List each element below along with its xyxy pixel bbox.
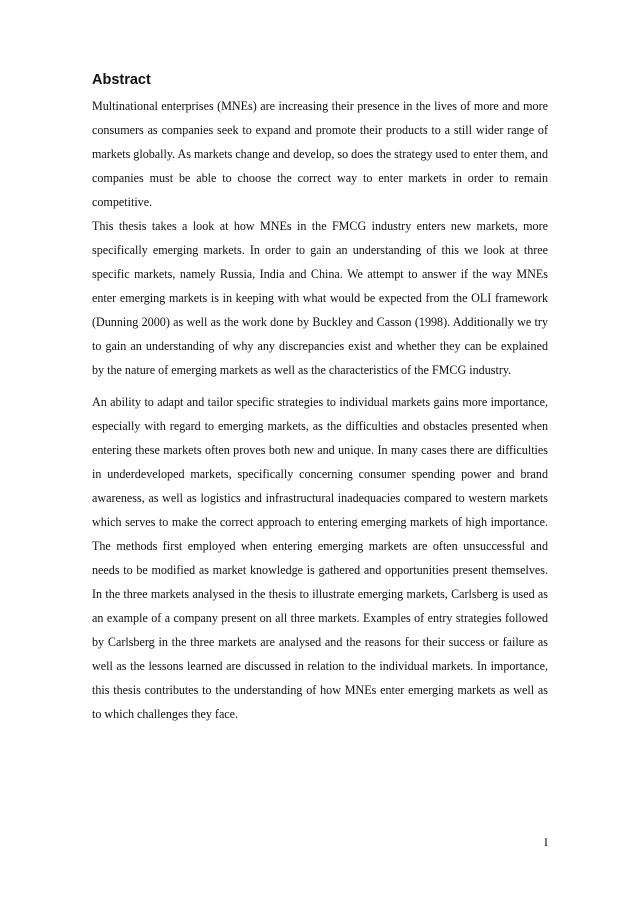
abstract-section xyxy=(92,70,548,726)
abstract-heading: Abstract xyxy=(92,72,151,88)
abstract-paragraph-2: This thesis takes a look at how MNEs in the FMCG industry enters new markets, more specifically emerging markets. In order to gain an understanding of this we look at three specific markets, namely Russia, India and China. We attempt to answer if the way MNEs enter emerging markets is in keeping with what would be expected from the OLI framework (Dunning 2000) as well as the work done by Buckley and Casson (1998). Additionally we try to gain an understanding of why any discrepancies exist and whether they can be explained by the nature of emerging markets as well as the characteristics of the FMCG industry. xyxy=(92,219,548,377)
abstract-paragraph-1: Multinational enterprises (MNEs) are increasing their presence in the lives of more and more consumers as companies seek to expand and promote their products to a still wider range of markets globally. As markets change and develop, so does the strategy used to enter them, and companies must be able to choose the correct way to enter markets in order to remain competitive. xyxy=(92,99,548,209)
page-number: I xyxy=(544,835,548,849)
abstract-paragraph-3: An ability to adapt and tailor specific strategies to individual markets gains more importance, especially with regard to emerging markets, as the difficulties and obstacles presented when entering these markets often proves both new and unique. In many cases there are difficulties in underdeveloped markets, specifically concerning consumer spending power and brand awareness, as well as logistics and infrastructural inadequacies compared to western markets which serves to make the correct approach to entering emerging markets of high importance. The methods first employed when entering emerging markets are often unsuccessful and needs to be modified as market knowledge is gathered and opportunities present themselves. In the three markets analysed in the thesis to illustrate emerging markets, Carlsberg is used as an example of a company present on all three markets. Examples of entry strategies followed by Carlsberg in the three markets are analysed and the reasons for their success or failure as well as the lessons learned are discussed in relation to the individual markets. In importance, this thesis contributes to the understanding of how MNEs enter emerging markets as well as to which challenges they face. xyxy=(92,395,548,721)
